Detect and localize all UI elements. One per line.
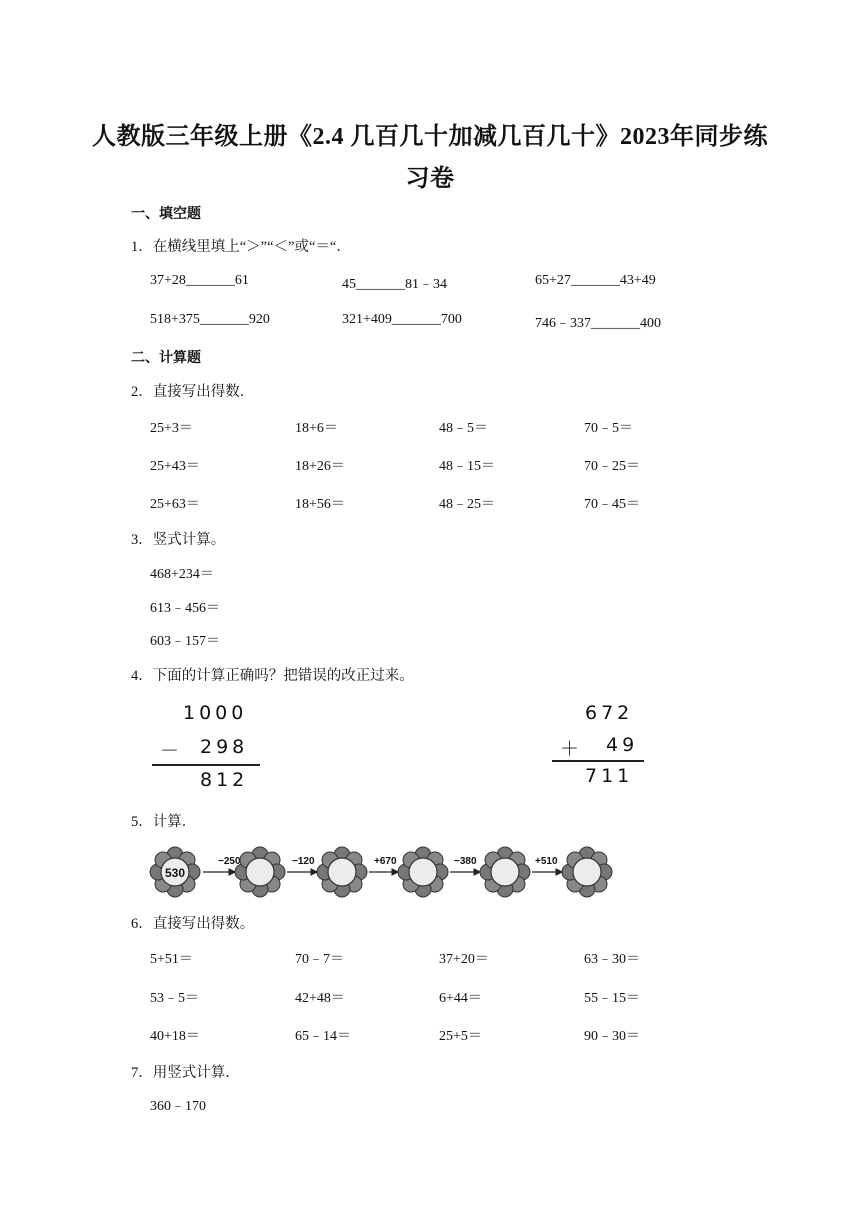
q6-item: 42+48＝ [295,991,345,1006]
q1-item: 45_______81﹣34 [342,277,447,292]
q1-item: 37+28_______61 [150,273,249,288]
start-number: 530 [164,866,186,880]
q3-item: 468+234＝ [150,567,214,582]
q1-item: 321+409_______700 [342,312,462,327]
flower-op-label: −250 [218,856,241,867]
q2-item: 25+63＝ [150,497,200,512]
flower-blank [562,847,612,897]
q2-item: 70﹣5＝ [584,421,633,436]
q1-item: 746﹣337_______400 [535,316,661,331]
section-heading-calculation: 二、计算题 [131,351,201,366]
q3-item: 603﹣157＝ [150,634,220,649]
q2-item: 18+56＝ [295,497,345,512]
calc2-bottom: 49 [606,734,639,756]
q2-item: 18+6＝ [295,421,338,436]
flower-blank [480,847,530,897]
calc2-result: 711 [585,765,634,787]
q6-item: 55﹣15＝ [584,991,640,1006]
q1-item: 65+27_______43+49 [535,273,656,288]
q6-item: 53﹣5＝ [150,991,199,1006]
flower-blank [235,847,285,897]
q2-item: 70﹣45＝ [584,497,640,512]
q3-item: 613﹣456＝ [150,601,220,616]
question-5-prompt: 5．计算． [131,814,197,830]
question-2-prompt: 2．直接写出得数． [131,384,255,400]
q7-item: 360﹣170 [150,1099,206,1114]
q6-item: 90﹣30＝ [584,1029,640,1044]
q2-item: 48﹣15＝ [439,459,495,474]
flower-chain-diagram [140,838,620,900]
calc1-operator: － [160,740,184,762]
question-1-prompt: 1．在横线里填上“＞”“＜”或“＝“． [131,239,351,255]
page-title-continued: 习卷 [405,166,455,192]
q6-item: 25+5＝ [439,1029,482,1044]
q2-item: 70﹣25＝ [584,459,640,474]
flower-op-label: −120 [292,856,315,867]
calc1-bottom: 298 [200,736,249,758]
q6-item: 6+44＝ [439,991,482,1006]
section-heading-fill-blank: 一、填空题 [131,207,201,222]
flower-blank [317,847,367,897]
q6-item: 40+18＝ [150,1029,200,1044]
question-7-prompt: 7．用竖式计算． [131,1065,240,1081]
q2-item: 25+3＝ [150,421,193,436]
q6-item: 5+51＝ [150,952,193,967]
q1-item: 518+375_______920 [150,312,270,327]
flower-op-label: −380 [454,856,477,867]
flower-blank [398,847,448,897]
q6-item: 37+20＝ [439,952,489,967]
q2-item: 48﹣25＝ [439,497,495,512]
calc1-top: 1000 [183,702,248,724]
calc1-line [152,764,260,766]
q2-item: 48﹣5＝ [439,421,488,436]
flower-op-label: +670 [374,856,397,867]
q6-item: 70﹣7＝ [295,952,344,967]
q2-item: 18+26＝ [295,459,345,474]
calc2-line [552,760,644,762]
calc1-result: 812 [200,769,249,791]
calc2-operator: ＋ [560,738,584,760]
question-4-prompt: 4．下面的计算正确吗？把错误的改正过来。 [131,668,414,684]
q2-item: 25+43＝ [150,459,200,474]
flower-op-label: +510 [535,856,558,867]
q6-item: 63﹣30＝ [584,952,640,967]
page-title: 人教版三年级上册《2.4 几百几十加减几百几十》2023年同步练 [92,124,768,150]
question-3-prompt: 3．竖式计算。 [131,532,226,548]
question-6-prompt: 6．直接写出得数。 [131,916,255,932]
q6-item: 65﹣14＝ [295,1029,351,1044]
calc2-top: 672 [585,702,634,724]
